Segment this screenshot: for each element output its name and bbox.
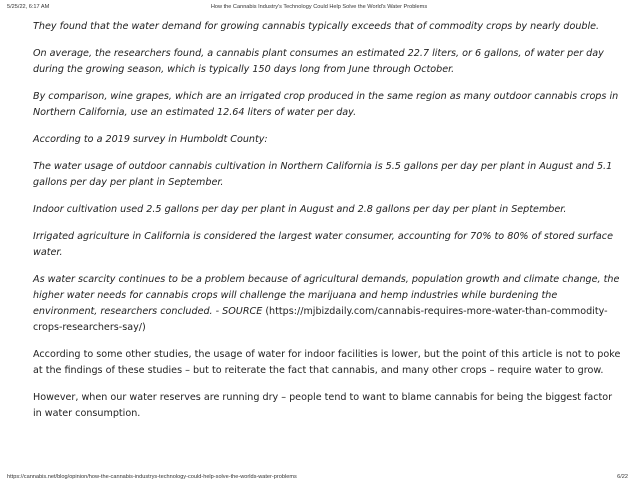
print-page-url: https://cannabis.net/blog/opinion/how-the-cannabis-industrys-technology-could-help-solve-the-worlds-water-problems: [7, 474, 297, 480]
paragraph-outdoor-usage: The water usage of outdoor cannabis cultivation in Northern California is 5.5 gallons per day per plant in August and 5.1 gallons per day per plant in September.: [33, 161, 613, 188]
paragraph-wine-grapes-comparison: By comparison, wine grapes, which are an irrigated crop produced in the same region as many outdoor cannabis crops in Northern California, use an estimated 12.64 liters of water per day.: [33, 91, 619, 118]
print-page-title: How the Cannabis Industry's Technology Could Help Solve the World's Water Problems: [210, 4, 428, 10]
source-link[interactable]: (https://mjbizdaily.com/cannabis-requires-more-water-than-commodity-crops-researchers-say/): [33, 306, 608, 333]
paragraph-irrigated-agriculture: Irrigated agriculture in California is considered the largest water consumer, accounting for 70% to 80% of stored surface water.: [33, 231, 613, 258]
paragraph-water-scarcity: [33, 272, 621, 336]
print-datetime: 5/25/22, 6:17 AM: [7, 4, 50, 10]
paragraph-other-studies: According to some other studies, the usage of water for indoor facilities is lower, but the point of this article is not to poke at the findings of these studies – but to reiterate the fact that cannabis, and many other crops – require water to grow.: [33, 349, 621, 376]
article-body: [33, 19, 621, 433]
paragraph-indoor-usage: Indoor cultivation used 2.5 gallons per day per plant in August and 2.8 gallons per day per plant in September.: [33, 204, 567, 215]
paragraph-demand-finding: They found that the water demand for growing cannabis typically exceeds that of commodity crops by nearly double.: [33, 21, 600, 32]
water-scarcity-text: As water scarcity continues to be a problem because of agricultural demands, population growth and climate change, the higher water needs for cannabis crops will challenge the marijuana and hemp industries while burdening the environment, researchers concluded.: [33, 274, 620, 317]
print-header: [0, 4, 638, 13]
source-label: - SOURCE: [212, 306, 266, 317]
print-footer: [0, 474, 638, 483]
print-page-number: 6/22: [617, 474, 628, 480]
paragraph-humboldt-survey-intro: According to a 2019 survey in Humboldt County:: [33, 134, 268, 145]
paragraph-average-consumption: On average, the researchers found, a cannabis plant consumes an estimated 22.7 liters, or 6 gallons, of water per day during the growing season, which is typically 150 days long from June through October.: [33, 48, 604, 75]
paragraph-blame-cannabis: However, when our water reserves are running dry – people tend to want to blame cannabis for being the biggest factor in water consumption.: [33, 392, 613, 419]
